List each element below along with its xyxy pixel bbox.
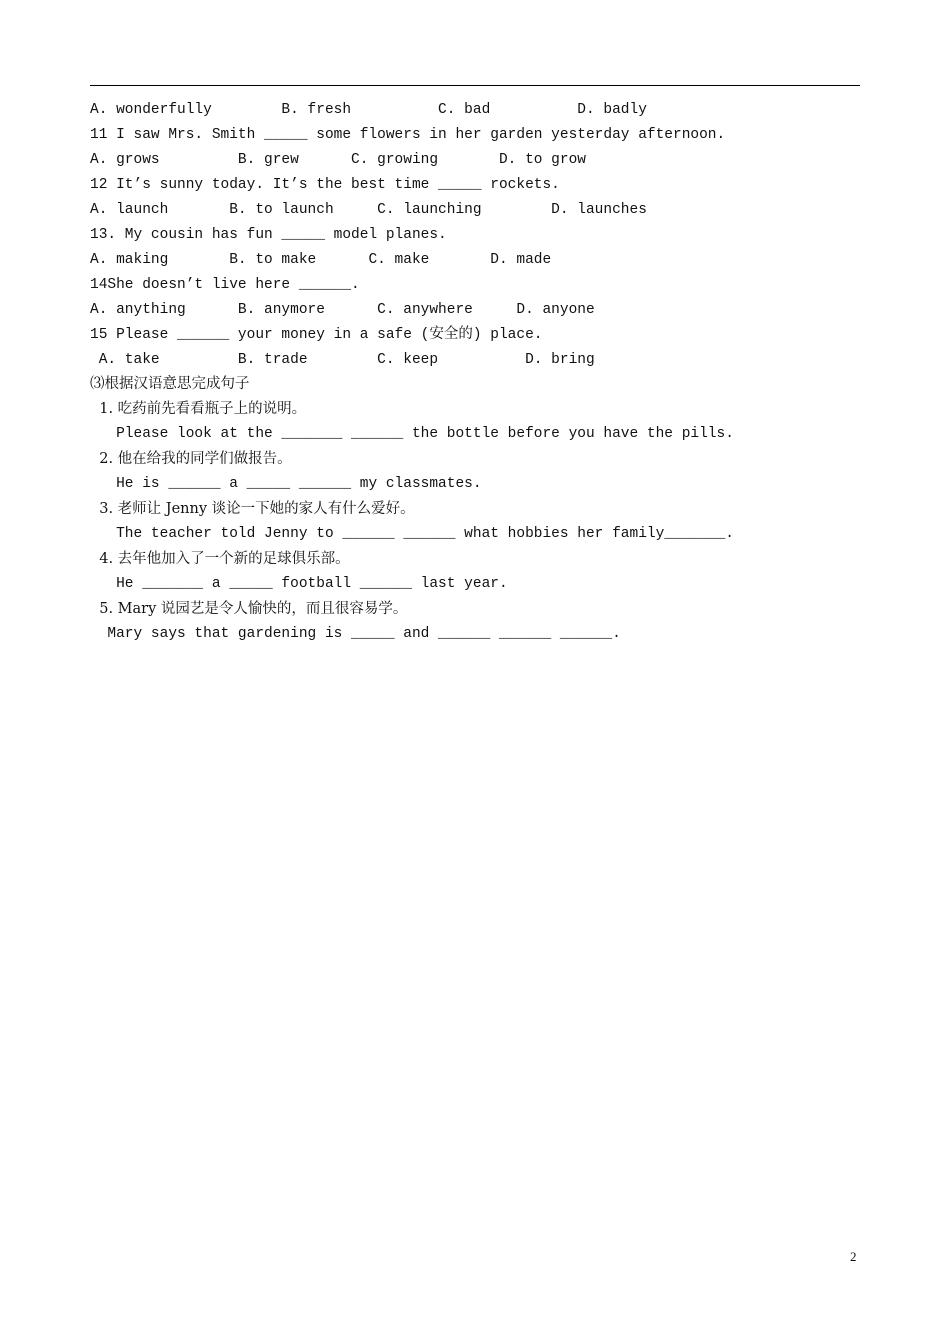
translation-2-chinese: 2. 他在给我的同学们做报告。 [90, 451, 292, 467]
translation-1-english: Please look at the _______ ______ the bottle before you have the pills. [90, 426, 734, 442]
q14-question: 14She doesn’t live here ______. [90, 277, 360, 293]
translation-4-english: He _______ a _____ football ______ last year. [90, 576, 508, 592]
translation-5-chinese: 5. Mary 说园艺是令人愉快的，而且很容易学。 [90, 601, 408, 617]
q11-options: A. grows B. grew C. growing D. to grow [90, 152, 586, 168]
translation-3-chinese: 3. 老师让 Jenny 谈论一下她的家人有什么爱好。 [90, 501, 415, 517]
translation-4-chinese: 4. 去年他加入了一个新的足球俱乐部。 [90, 551, 350, 567]
translation-1-chinese: 1. 吃药前先看看瓶子上的说明。 [90, 401, 307, 417]
q12-options: A. launch B. to launch C. launching D. launches [90, 202, 647, 218]
translation-5-english: Mary says that gardening is _____ and ______ ______ ______. [90, 626, 621, 642]
q15-question: 15 Please ______ your money in a safe (安全的) place. [90, 327, 543, 343]
translation-3-english: The teacher told Jenny to ______ ______ what hobbies her family_______. [90, 526, 734, 542]
q13-question: 13. My cousin has fun _____ model planes. [90, 227, 447, 243]
q12-question: 12 It’s sunny today. It’s the best time _____ rockets. [90, 177, 560, 193]
translation-2-english: He is ______ a _____ ______ my classmates. [90, 476, 482, 492]
q13-options: A. making B. to make C. make D. made [90, 252, 552, 268]
q15-options: A. take B. trade C. keep D. bring [90, 352, 595, 368]
header-rule [90, 85, 860, 86]
q14-options: A. anything B. anymore C. anywhere D. anyone [90, 302, 595, 318]
section-3-heading: ⑶根据汉语意思完成句子 [90, 376, 250, 392]
q11-question: 11 I saw Mrs. Smith _____ some flowers in her garden yesterday afternoon. [90, 127, 726, 143]
page-number: 2 [850, 1249, 857, 1264]
q10-options: A. wonderfully B. fresh C. bad D. badly [90, 102, 647, 118]
